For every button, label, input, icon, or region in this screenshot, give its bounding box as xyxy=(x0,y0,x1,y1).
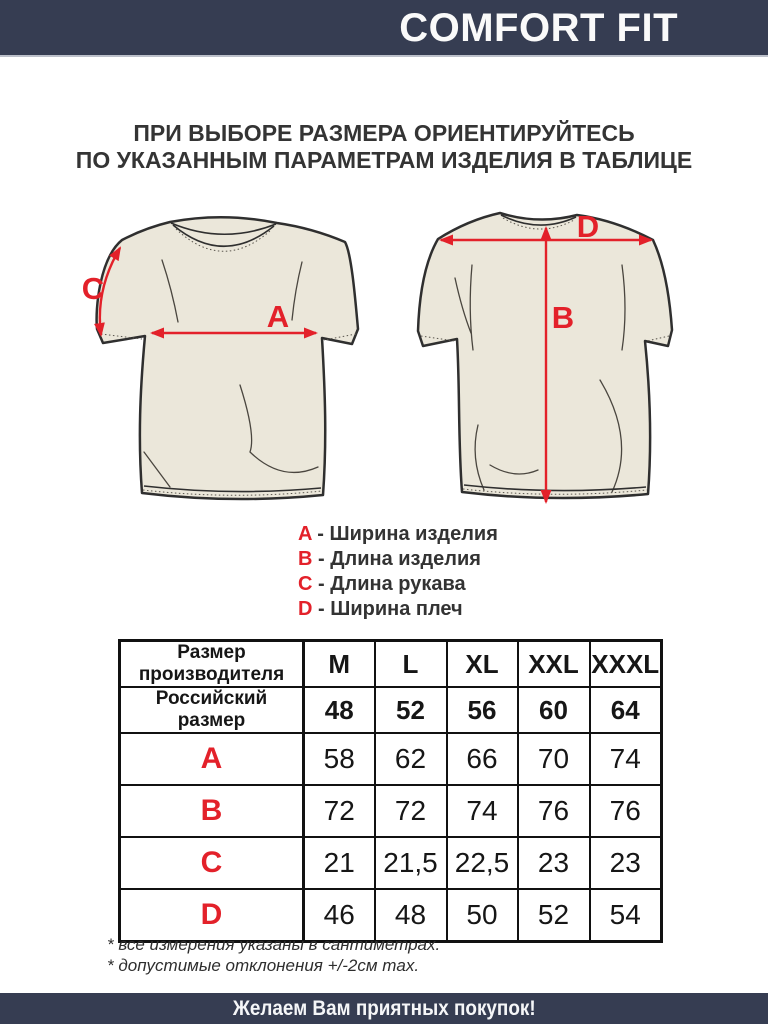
measure-label-a: A xyxy=(266,299,290,334)
table-cell: L xyxy=(375,641,447,688)
footnote-units: * все измерения указаны в сантиметрах. xyxy=(107,935,441,954)
legend-separator: - xyxy=(311,523,330,545)
table-row-label: B xyxy=(120,785,304,837)
legend-separator: - xyxy=(312,573,331,595)
footer-message: Желаем Вам приятных покупок! xyxy=(232,997,536,1020)
legend-label: Длина изделия xyxy=(330,548,481,570)
top-banner xyxy=(0,0,768,57)
legend-label: Ширина изделия xyxy=(329,523,498,545)
table-cell: 74 xyxy=(447,785,518,837)
table-cell: 48 xyxy=(304,687,375,733)
legend-item-c xyxy=(298,572,498,597)
table-cell: 70 xyxy=(518,733,590,785)
table-row-measure-a xyxy=(120,733,662,785)
tshirt-back-view xyxy=(418,209,672,502)
table-row-label: Размер производителя xyxy=(120,641,304,688)
table-row-label: A xyxy=(120,733,304,785)
table-cell: 48 xyxy=(375,889,447,942)
legend-item-b xyxy=(298,547,498,572)
table-cell: 66 xyxy=(447,733,518,785)
table-cell: 23 xyxy=(590,837,662,889)
table-cell: 21,5 xyxy=(375,837,447,889)
legend-separator: - xyxy=(312,598,331,620)
table-cell: 72 xyxy=(375,785,447,837)
legend-label: Ширина плеч xyxy=(330,598,463,620)
table-cell: 60 xyxy=(518,687,590,733)
table-cell: 46 xyxy=(304,889,375,942)
footnote-tolerance: * допустимые отклонения +/-2см max. xyxy=(107,956,420,975)
bottom-banner xyxy=(0,993,768,1024)
table-cell: 72 xyxy=(304,785,375,837)
table-cell: 76 xyxy=(518,785,590,837)
size-table xyxy=(118,639,663,943)
footnotes xyxy=(107,934,440,976)
brand-title: COMFORT FIT xyxy=(399,5,678,50)
measure-label-c: C xyxy=(81,271,105,306)
table-cell: 54 xyxy=(590,889,662,942)
front-shirt-outline xyxy=(97,217,358,499)
table-cell: 74 xyxy=(590,733,662,785)
table-cell: XXXL xyxy=(590,641,662,688)
intro-heading-line1: ПРИ ВЫБОРЕ РАЗМЕРА ОРИЕНТИРУЙТЕСЬ xyxy=(133,120,635,146)
table-cell: 23 xyxy=(518,837,590,889)
tshirt-measurement-diagram xyxy=(0,190,768,520)
table-cell: XL xyxy=(447,641,518,688)
table-cell: 52 xyxy=(375,687,447,733)
table-row-russian-size xyxy=(120,687,662,733)
table-row-label: C xyxy=(120,837,304,889)
legend-letter: D xyxy=(298,598,313,620)
table-row-label: D xyxy=(120,889,304,942)
table-cell: 21 xyxy=(304,837,375,889)
table-cell: 22,5 xyxy=(447,837,518,889)
measure-label-b: B xyxy=(551,300,575,335)
intro-heading-line2: ПО УКАЗАННЫМ ПАРАМЕТРАМ ИЗДЕЛИЯ В ТАБЛИЦЕ xyxy=(75,147,693,173)
table-cell: XXL xyxy=(518,641,590,688)
legend-letter: C xyxy=(298,573,313,595)
legend-letter: A xyxy=(298,523,312,545)
table-cell: 50 xyxy=(447,889,518,942)
measure-label-d: D xyxy=(576,209,600,244)
measurement-legend xyxy=(298,522,498,622)
table-cell: 62 xyxy=(375,733,447,785)
table-cell: 52 xyxy=(518,889,590,942)
intro-heading xyxy=(0,120,768,174)
legend-item-a xyxy=(298,522,498,547)
legend-separator: - xyxy=(312,548,331,570)
table-cell: 76 xyxy=(590,785,662,837)
tshirt-front-view xyxy=(82,217,358,499)
table-row-measure-b xyxy=(120,785,662,837)
legend-letter: B xyxy=(298,548,313,570)
table-cell: 64 xyxy=(590,687,662,733)
table-cell: 56 xyxy=(447,687,518,733)
legend-item-d xyxy=(298,597,498,622)
table-row-measure-c xyxy=(120,837,662,889)
table-row-manufacturer-size xyxy=(120,641,662,688)
table-cell: M xyxy=(304,641,375,688)
legend-label: Длина рукава xyxy=(330,573,466,595)
table-row-label: Российский размер xyxy=(120,687,304,733)
table-cell: 58 xyxy=(304,733,375,785)
